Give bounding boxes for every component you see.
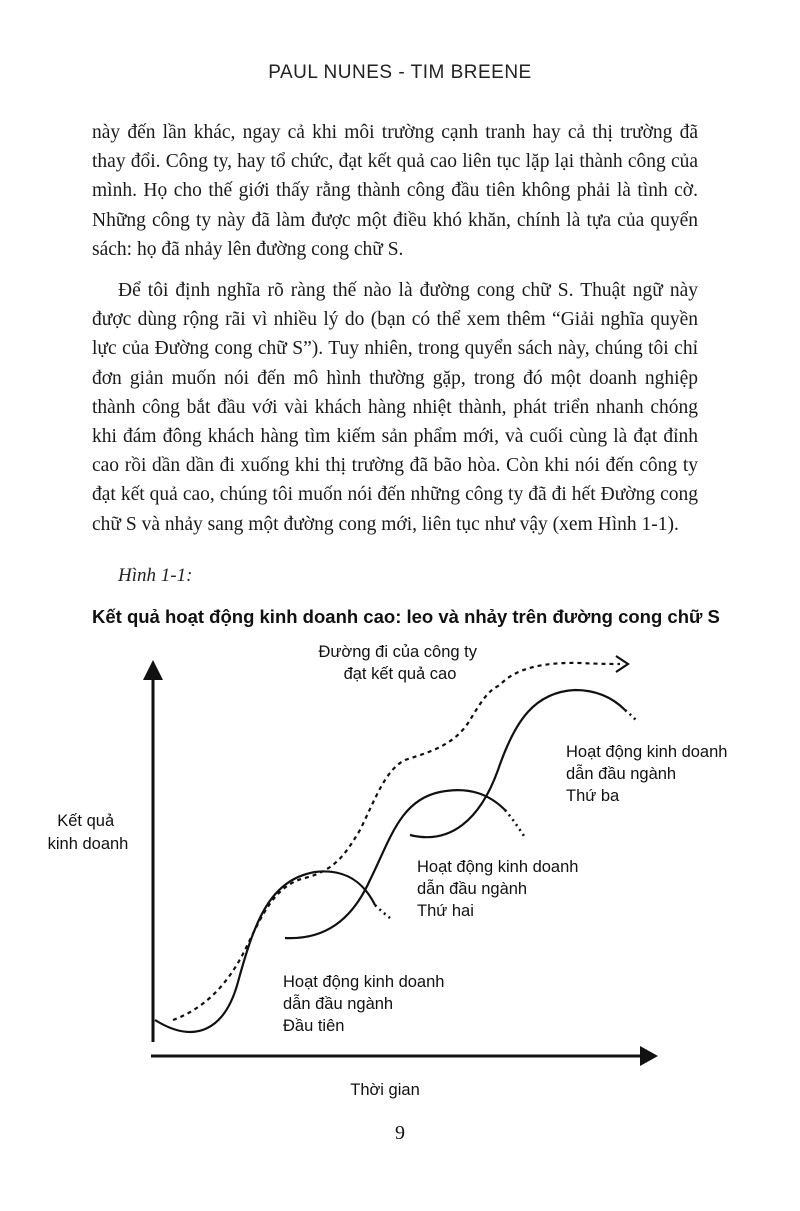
first-business-curve-tail xyxy=(375,905,390,918)
third-business-curve xyxy=(410,690,625,837)
paragraph-1: này đến lần khác, ngay cả khi môi trường cạnh tranh hay cả thị trường đã thay đổi. Công ty, hay tổ chức, đạt kết quả cao liên tục lặp lại thành công của mình. Họ cho thế giới thấy rằng thành công đầu tiên không phải là tình cờ. Những công ty này đã làm được một điều khó khăn, chính là tựa của quyển sách: họ đã nhảy lên đường cong chữ S. xyxy=(92,122,698,260)
y-axis-arrowhead xyxy=(143,660,163,680)
running-header: PAUL NUNES - TIM BREENE xyxy=(268,62,532,83)
second-business-curve-tail xyxy=(505,810,524,836)
x-axis-label: Thời gian xyxy=(350,1081,420,1099)
second-business-label: Hoạt động kinh doanh dẫn đầu ngành Thứ hai xyxy=(417,858,579,920)
first-business-label: Hoạt động kinh doanh dẫn đầu ngành Đầu tiên xyxy=(283,973,445,1035)
figure-title: Kết quả hoạt động kinh doanh cao: leo và nhảy trên đường cong chữ S xyxy=(92,606,720,627)
high-performer-path-label: Đường đi của công ty đạt kết quả cao xyxy=(318,643,477,683)
third-business-curve-tail xyxy=(625,710,638,722)
page-number: 9 xyxy=(395,1122,405,1144)
third-business-label: Hoạt động kinh doanh dẫn đầu ngành Thứ ba xyxy=(566,743,728,805)
y-axis-label: Kết quả kinh doanh xyxy=(47,812,129,853)
figure-label: Hình 1-1: xyxy=(118,565,193,586)
paragraph-2: Để tôi định nghĩa rõ ràng thế nào là đường cong chữ S. Thuật ngữ này được dùng rộng rãi vì nhiều lý do (bạn có thể xem thêm “Giải nghĩa quyền lực của Đường cong chữ S”). Tuy nhiên, trong quyển sách này, chúng tôi chỉ đơn giản muốn nói đến mô hình thường gặp, trong đó một doanh nghiệp thành công bắt đầu với vài khách hàng nhiệt thành, phát triển nhanh chóng khi đám đông khách hàng tìm kiếm sản phẩm mới, và cuối cùng là đạt đỉnh cao rồi dần dần đi xuống khi thị trường đã bão hòa. Còn khi nói đến công ty đạt kết quả cao, chúng tôi muốn nói đến những công ty đã đi hết Đường cong chữ S và nhảy sang một đường cong mới, liên tục như vậy (xem Hình 1-1). xyxy=(92,280,698,535)
high-performer-path xyxy=(173,663,620,1020)
x-axis-arrowhead xyxy=(640,1046,658,1066)
